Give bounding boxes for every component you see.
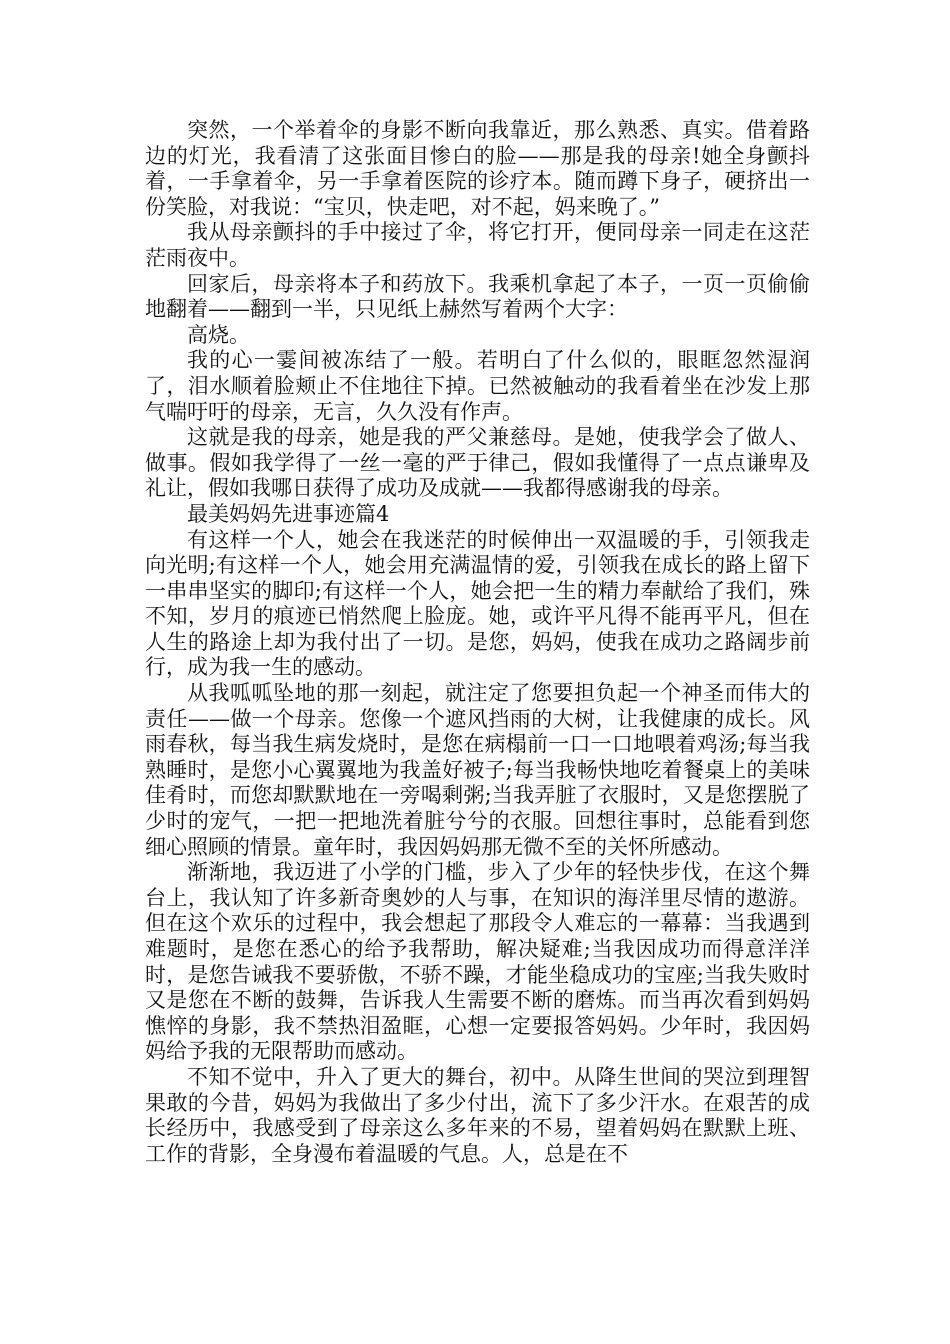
paragraph-5: 我的心一霎间被冻结了一般。若明白了什么似的，眼眶忽然湿润了，泪水顺着脸颊止不住地往下掉。已然被触动的我看着坐在沙发上那气喘吁吁的母亲，无言，久久没有作声。 bbox=[145, 348, 810, 424]
paragraph-7: 有这样一个人，她会在我迷茫的时候伸出一双温暖的手，引领我走向光明;有这样一个人，她会用充满温情的爱，引领我在成长的路上留下一串串坚实的脚印;有这样一个人，她会把一生的精力奉献给了我们，殊不知，岁月的痕迹已悄然爬上脸庞。她，或许平凡得不能再平凡，但在人生的路途上却为我付出了一切。是您，妈妈，使我在成功之路阔步前行，成为我一生的感动。 bbox=[145, 527, 810, 680]
paragraph-10: 不知不觉中，升入了更大的舞台，初中。从降生世间的哭泣到理智果敢的今昔，妈妈为我做出了多少付出，流下了多少汗水。在艰苦的成长经历中，我感受到了母亲这么多年来的不易，望着妈妈在默默上班、工作的背影，全身漫布着温暖的气息。人，总是在不 bbox=[145, 1064, 810, 1166]
paragraph-6: 这就是我的母亲，她是我的严父兼慈母。是她，使我学会了做人、做事。假如我学得了一丝一毫的严于律己，假如我懂得了一点点谦卑及礼让，假如我哪日获得了成功及成就——我都得感谢我的母亲。 bbox=[145, 425, 810, 501]
paragraph-9: 渐渐地，我迈进了小学的门槛，步入了少年的轻快步伐，在这个舞台上，我认知了许多新奇奥妙的人与事，在知识的海洋里尽情的遨游。但在这个欢乐的过程中，我会想起了那段令人难忘的一幕幕：当我遇到难题时，是您在悉心的给予我帮助，解决疑难;当我因成功而得意洋洋时，是您告诫我不要骄傲，不骄不躁，才能坐稳成功的宝座;当我失败时又是您在不断的鼓舞，告诉我人生需要不断的磨炼。而当再次看到妈妈憔悴的身影，我不禁热泪盈眶，心想一定要报答妈妈。少年时，我因妈妈给予我的无限帮助而感动。 bbox=[145, 860, 810, 1064]
paragraph-3: 回家后，母亲将本子和药放下。我乘机拿起了本子，一页一页偷偷地翻着——翻到一半，只见纸上赫然写着两个大字： bbox=[145, 271, 810, 322]
document-body bbox=[145, 118, 810, 1167]
paragraph-4: 高烧。 bbox=[187, 322, 250, 347]
paragraph-1: 突然，一个举着伞的身影不断向我靠近，那么熟悉、真实。借着路边的灯光，我看清了这张面目惨白的脸——那是我的母亲!她全身颤抖着，一手拿着伞，另一手拿着医院的诊疗本。随而蹲下身子，硬挤出一份笑脸，对我说：“宝贝，快走吧，对不起，妈来晚了。” bbox=[145, 118, 810, 219]
section-heading: 最美妈妈先进事迹篇4 bbox=[187, 501, 390, 526]
paragraph-8: 从我呱呱坠地的那一刻起，就注定了您要担负起一个神圣而伟大的责任——做一个母亲。您像一个遮风挡雨的大树，让我健康的成长。风雨春秋，每当我生病发烧时，是您在病榻前一口一口地喂着鸡汤;每当我熟睡时，是您小心翼翼地为我盖好被子;每当我畅快地吃着餐桌上的美味佳肴时，而您却默默地在一旁喝剩粥;当我弄脏了衣服时，又是您摆脱了少时的宠气，一把一把地洗着脏兮兮的衣服。回想往事时，总能看到您细心照顾的情景。童年时，我因妈妈那无微不至的关怀所感动。 bbox=[145, 681, 810, 859]
paragraph-2: 我从母亲颤抖的手中接过了伞，将它打开，便同母亲一同走在这茫茫雨夜中。 bbox=[145, 220, 810, 270]
